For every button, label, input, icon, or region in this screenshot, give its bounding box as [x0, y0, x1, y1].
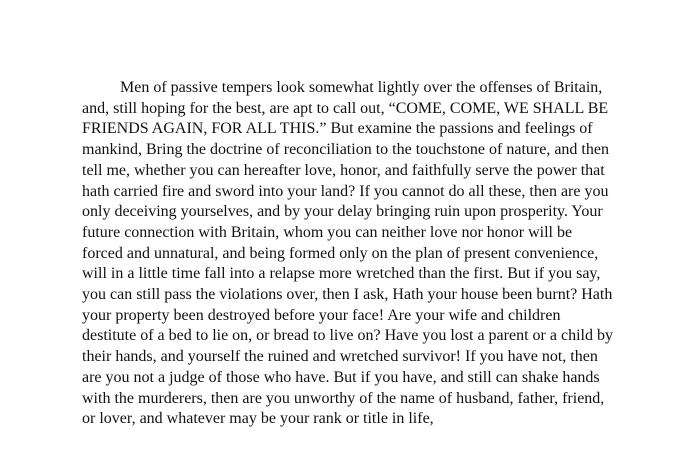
paragraph-line-9: forced and unnatural, and being formed only on the plan of present convenience,: [82, 244, 599, 262]
paragraph-line-3: FRIENDS AGAIN, FOR ALL THIS.” But examine the passions and feelings of: [82, 120, 593, 138]
paragraph-line-12: your property been destroyed before your face! Are your wife and children: [82, 306, 561, 324]
paragraph-line-15: are you not a judge of those who have. But if you have, and still can shake hands: [82, 368, 600, 386]
paragraph-line-4: mankind, Bring the doctrine of reconciliation to the touchstone of nature, and then: [82, 141, 609, 159]
paragraph-line-11: you can still pass the violations over, then I ask, Hath your house been burnt? Hath: [82, 286, 613, 304]
paragraph-line-14: their hands, and yourself the ruined and wretched survivor! If you have not, then: [82, 348, 598, 366]
paragraph-line-5: tell me, whether you can hereafter love, honor, and faithfully serve the power that: [82, 161, 605, 179]
paragraph-line-13: destitute of a bed to lie on, or bread to live on? Have you lost a parent or a child by: [82, 327, 613, 345]
paragraph-line-10: will in a little time fall into a relapse more wretched than the first. But if you say,: [82, 265, 601, 283]
paragraph-line-7: only deceiving yourselves, and by your delay bringing ruin upon prosperity. Your: [82, 203, 603, 221]
paragraph-line-8: future connection with Britain, whom you can neither love nor honor will be: [82, 223, 573, 241]
paragraph-line-2: and, still hoping for the best, are apt to call out, “COME, COME, WE SHALL BE: [82, 99, 609, 117]
paragraph-line-17: or lover, and whatever may be your rank or title in life,: [82, 410, 434, 428]
body-paragraph: [82, 78, 613, 430]
paragraph-line-6: hath carried fire and sword into your land? If you cannot do all these, then are you: [82, 182, 609, 200]
paragraph-line-1: Men of passive tempers look somewhat lightly over the offenses of Britain,: [120, 79, 603, 96]
paragraph-line-16: with the murderers, then are you unworthy of the name of husband, father, friend,: [82, 389, 605, 407]
